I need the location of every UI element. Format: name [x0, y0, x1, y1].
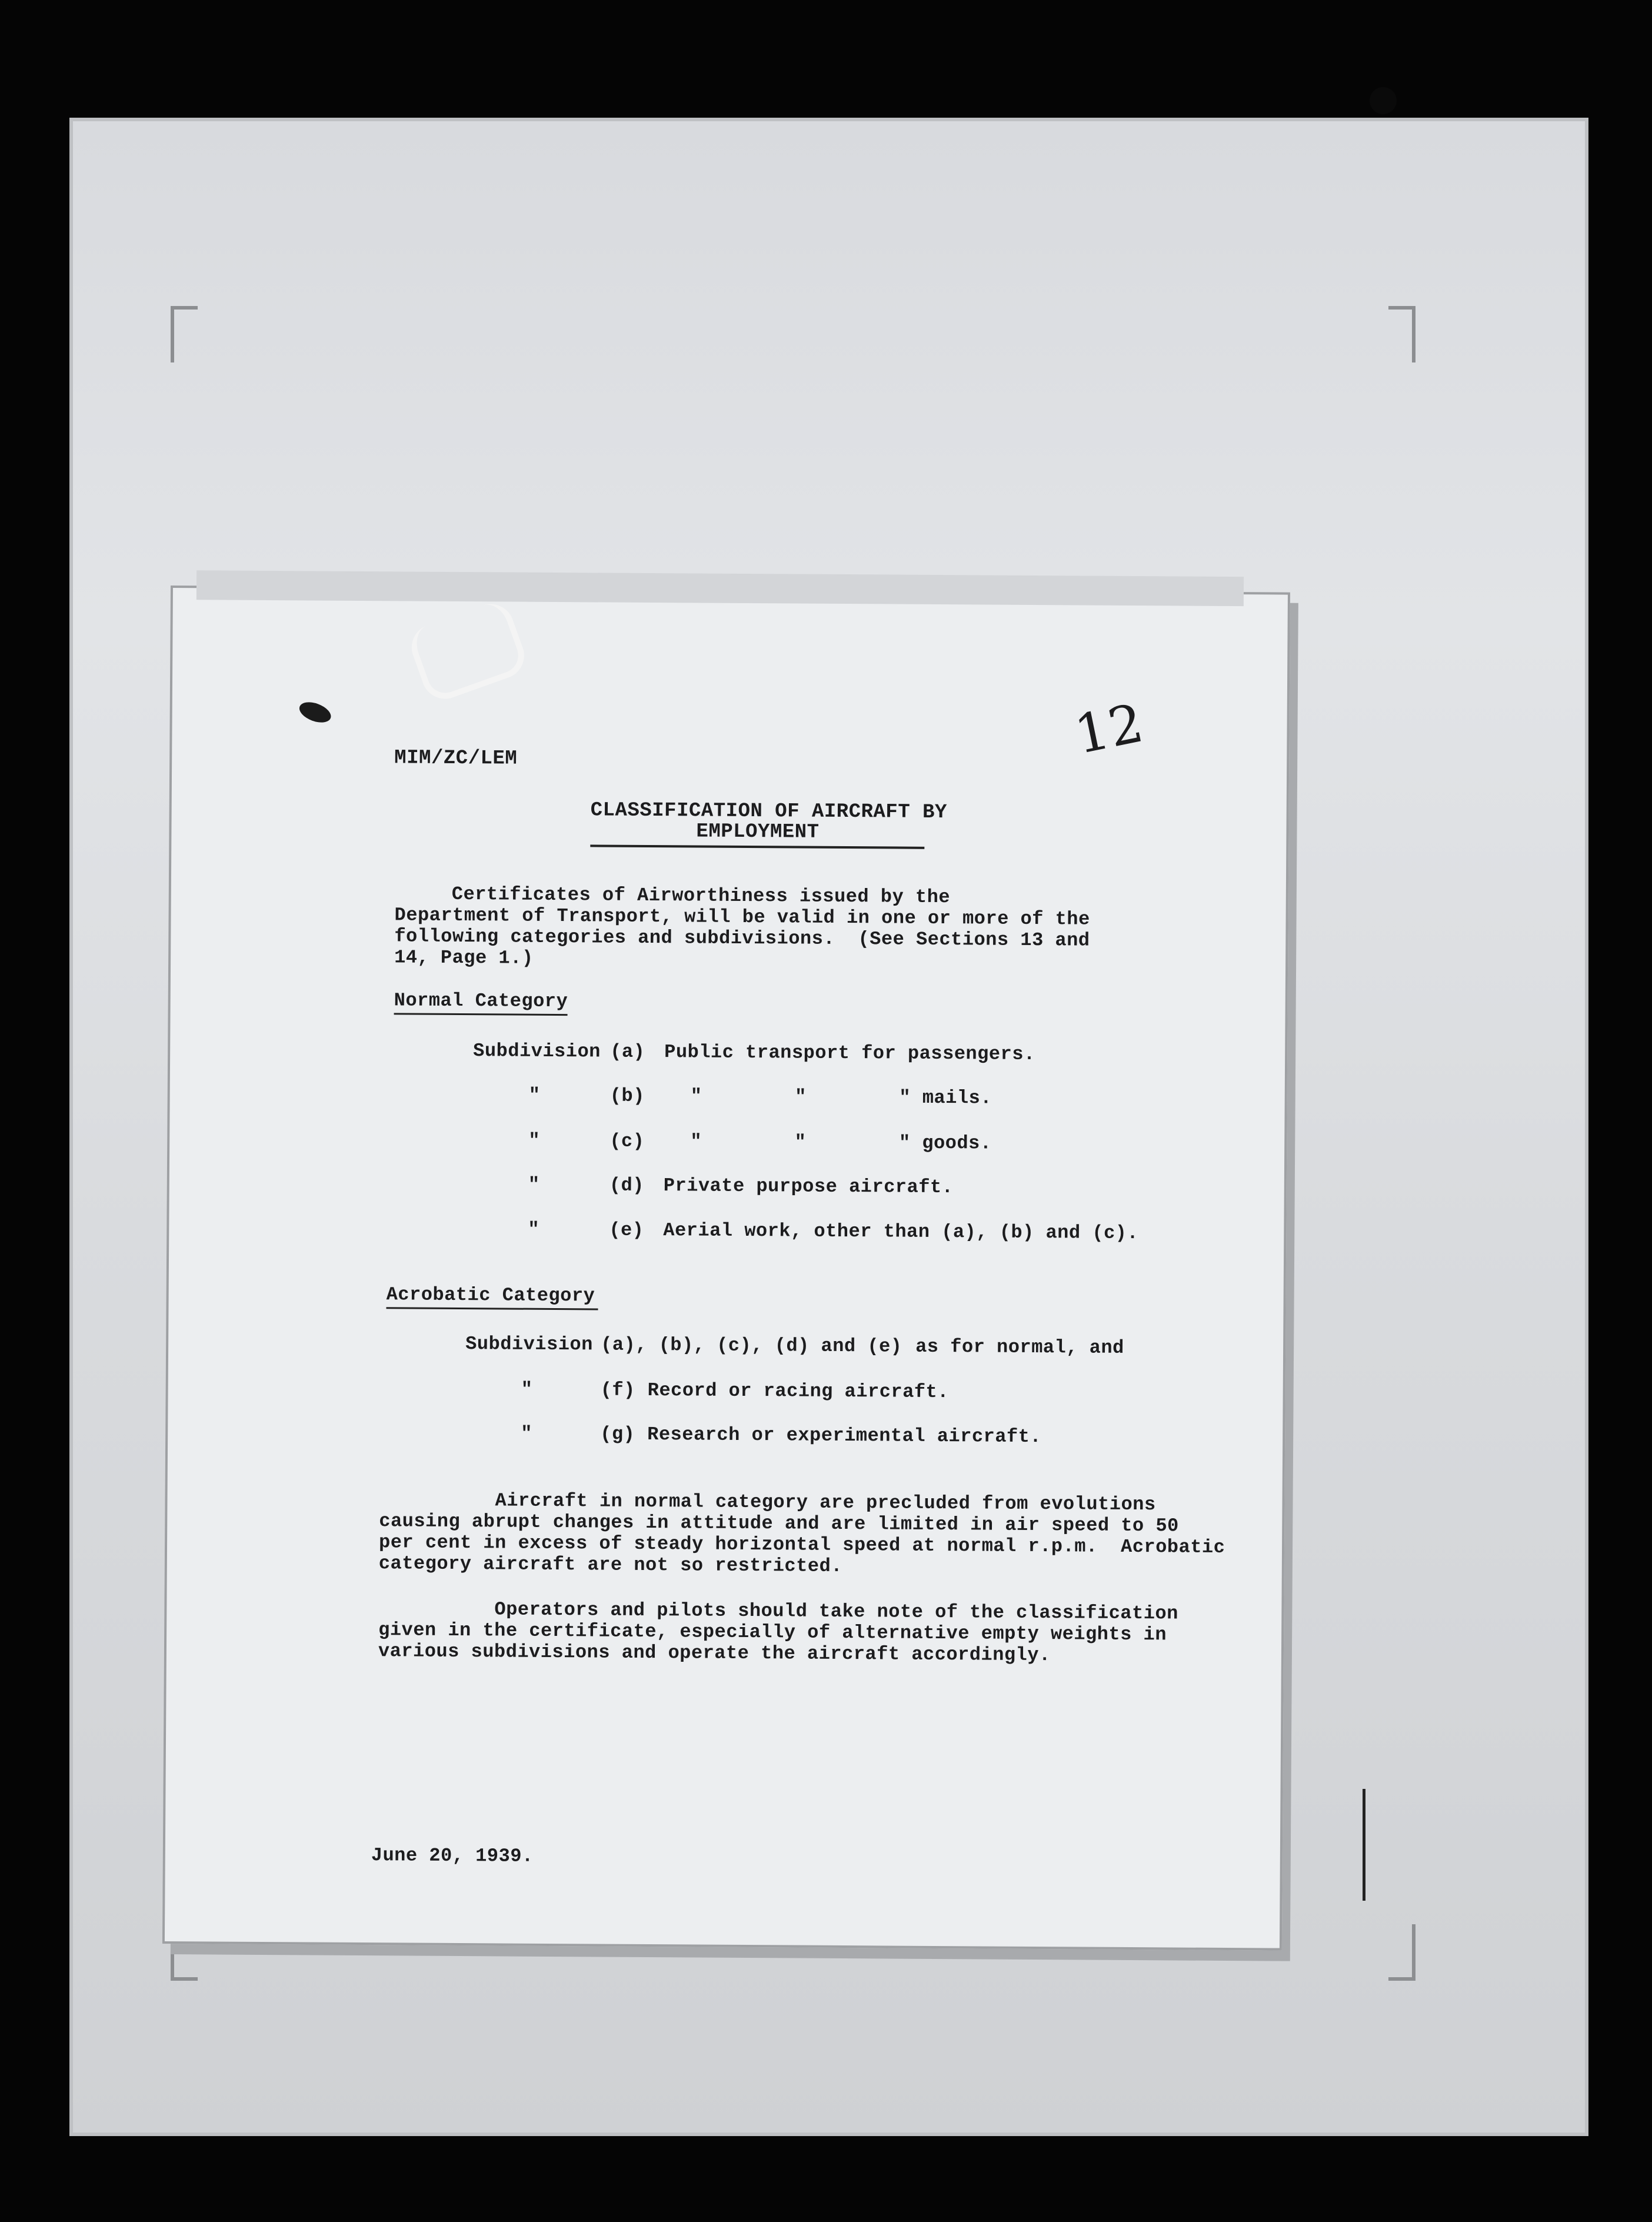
restriction-line-3: per cent in excess of steady horizontal speed at normal r.p.m. Acrobatic: [378, 1531, 1225, 1558]
document-title-line1: CLASSIFICATION OF AIRCRAFT BY: [590, 799, 947, 824]
acrobatic-row-f-letter: (f): [600, 1379, 635, 1401]
acrobatic-row-a-letter: (a), (b), (c), (d) and (e): [601, 1333, 902, 1358]
restriction-line-4: category aircraft are not so restricted.: [378, 1552, 843, 1578]
normal-row-e-text: Aerial work, other than (a), (b) and (c).: [663, 1219, 1139, 1245]
acrobatic-category-heading: Acrobatic Category: [386, 1283, 595, 1307]
reference-code: MIM/ZC/LEM: [394, 747, 518, 770]
paper-tape: [196, 570, 1244, 606]
acrobatic-row-a-text: as for normal, and: [915, 1335, 1124, 1359]
title-underline: [590, 844, 924, 849]
restriction-line-2: causing abrupt changes in attitude and are limited in air speed to 50: [379, 1510, 1179, 1537]
operators-line-3: various subdivisions and operate the aircraft accordingly.: [378, 1640, 1051, 1666]
document-page: [162, 586, 1290, 1951]
normal-row-b-letter: (b): [609, 1085, 645, 1107]
normal-row-c-label: ": [528, 1129, 541, 1152]
normal-row-a-letter: (a): [610, 1040, 645, 1063]
punch-hole: [1370, 87, 1397, 114]
normal-row-d-letter: (d): [609, 1174, 645, 1196]
normal-row-d-text: Private purpose aircraft.: [663, 1175, 954, 1199]
acrobatic-row-f-label: ": [521, 1378, 533, 1401]
normal-row-b-text: " " " mails.: [690, 1085, 992, 1109]
restriction-line-1: Aircraft in normal category are precluded from evolutions: [379, 1489, 1156, 1516]
handwritten-page-mark: 12: [1070, 692, 1149, 767]
acrobatic-row-a-label: Subdivision: [465, 1333, 593, 1356]
intro-line-3: following categories and subdivisions. (See Sections 13 and: [394, 925, 1090, 952]
paper-clip: [405, 598, 531, 706]
normal-row-c-text: " " " goods.: [690, 1130, 992, 1155]
acrobatic-row-f-text: Record or racing aircraft.: [647, 1379, 950, 1403]
intro-line-4: 14, Page 1.): [394, 946, 534, 969]
operators-line-2: given in the certificate, especially of alternative empty weights in: [378, 1619, 1167, 1646]
normal-row-d-label: ": [528, 1173, 540, 1196]
crop-mark-bottom-right: [1388, 1924, 1415, 1981]
ink-blot: [297, 698, 334, 727]
normal-category-heading: Normal Category: [394, 989, 568, 1013]
normal-row-e-letter: (e): [609, 1219, 644, 1241]
normal-row-a-label: Subdivision: [473, 1040, 601, 1063]
acrobatic-row-g-letter: (g): [600, 1423, 635, 1445]
operators-line-1: Operators and pilots should take note of the classification: [378, 1598, 1178, 1625]
acrobatic-row-g-text: Research or experimental aircraft.: [647, 1423, 1042, 1448]
normal-row-c-letter: (c): [609, 1130, 645, 1152]
intro-line-2: Department of Transport, will be valid in one or more of the: [394, 904, 1090, 930]
normal-heading-underline: [394, 1013, 568, 1016]
margin-line: [1363, 1789, 1365, 1901]
document-date: June 20, 1939.: [371, 1844, 534, 1867]
normal-row-b-label: ": [528, 1084, 541, 1106]
document-title-line2: EMPLOYMENT: [696, 820, 820, 844]
normal-row-e-label: ": [528, 1218, 540, 1240]
normal-row-a-text: Public transport for passengers.: [664, 1041, 1035, 1065]
crop-mark-top-right: [1388, 306, 1415, 362]
acrobatic-heading-underline: [386, 1307, 598, 1310]
intro-line-1: Certificates of Airworthiness issued by the: [335, 882, 951, 909]
acrobatic-row-g-label: ": [521, 1422, 533, 1445]
crop-mark-top-left: [171, 306, 198, 362]
